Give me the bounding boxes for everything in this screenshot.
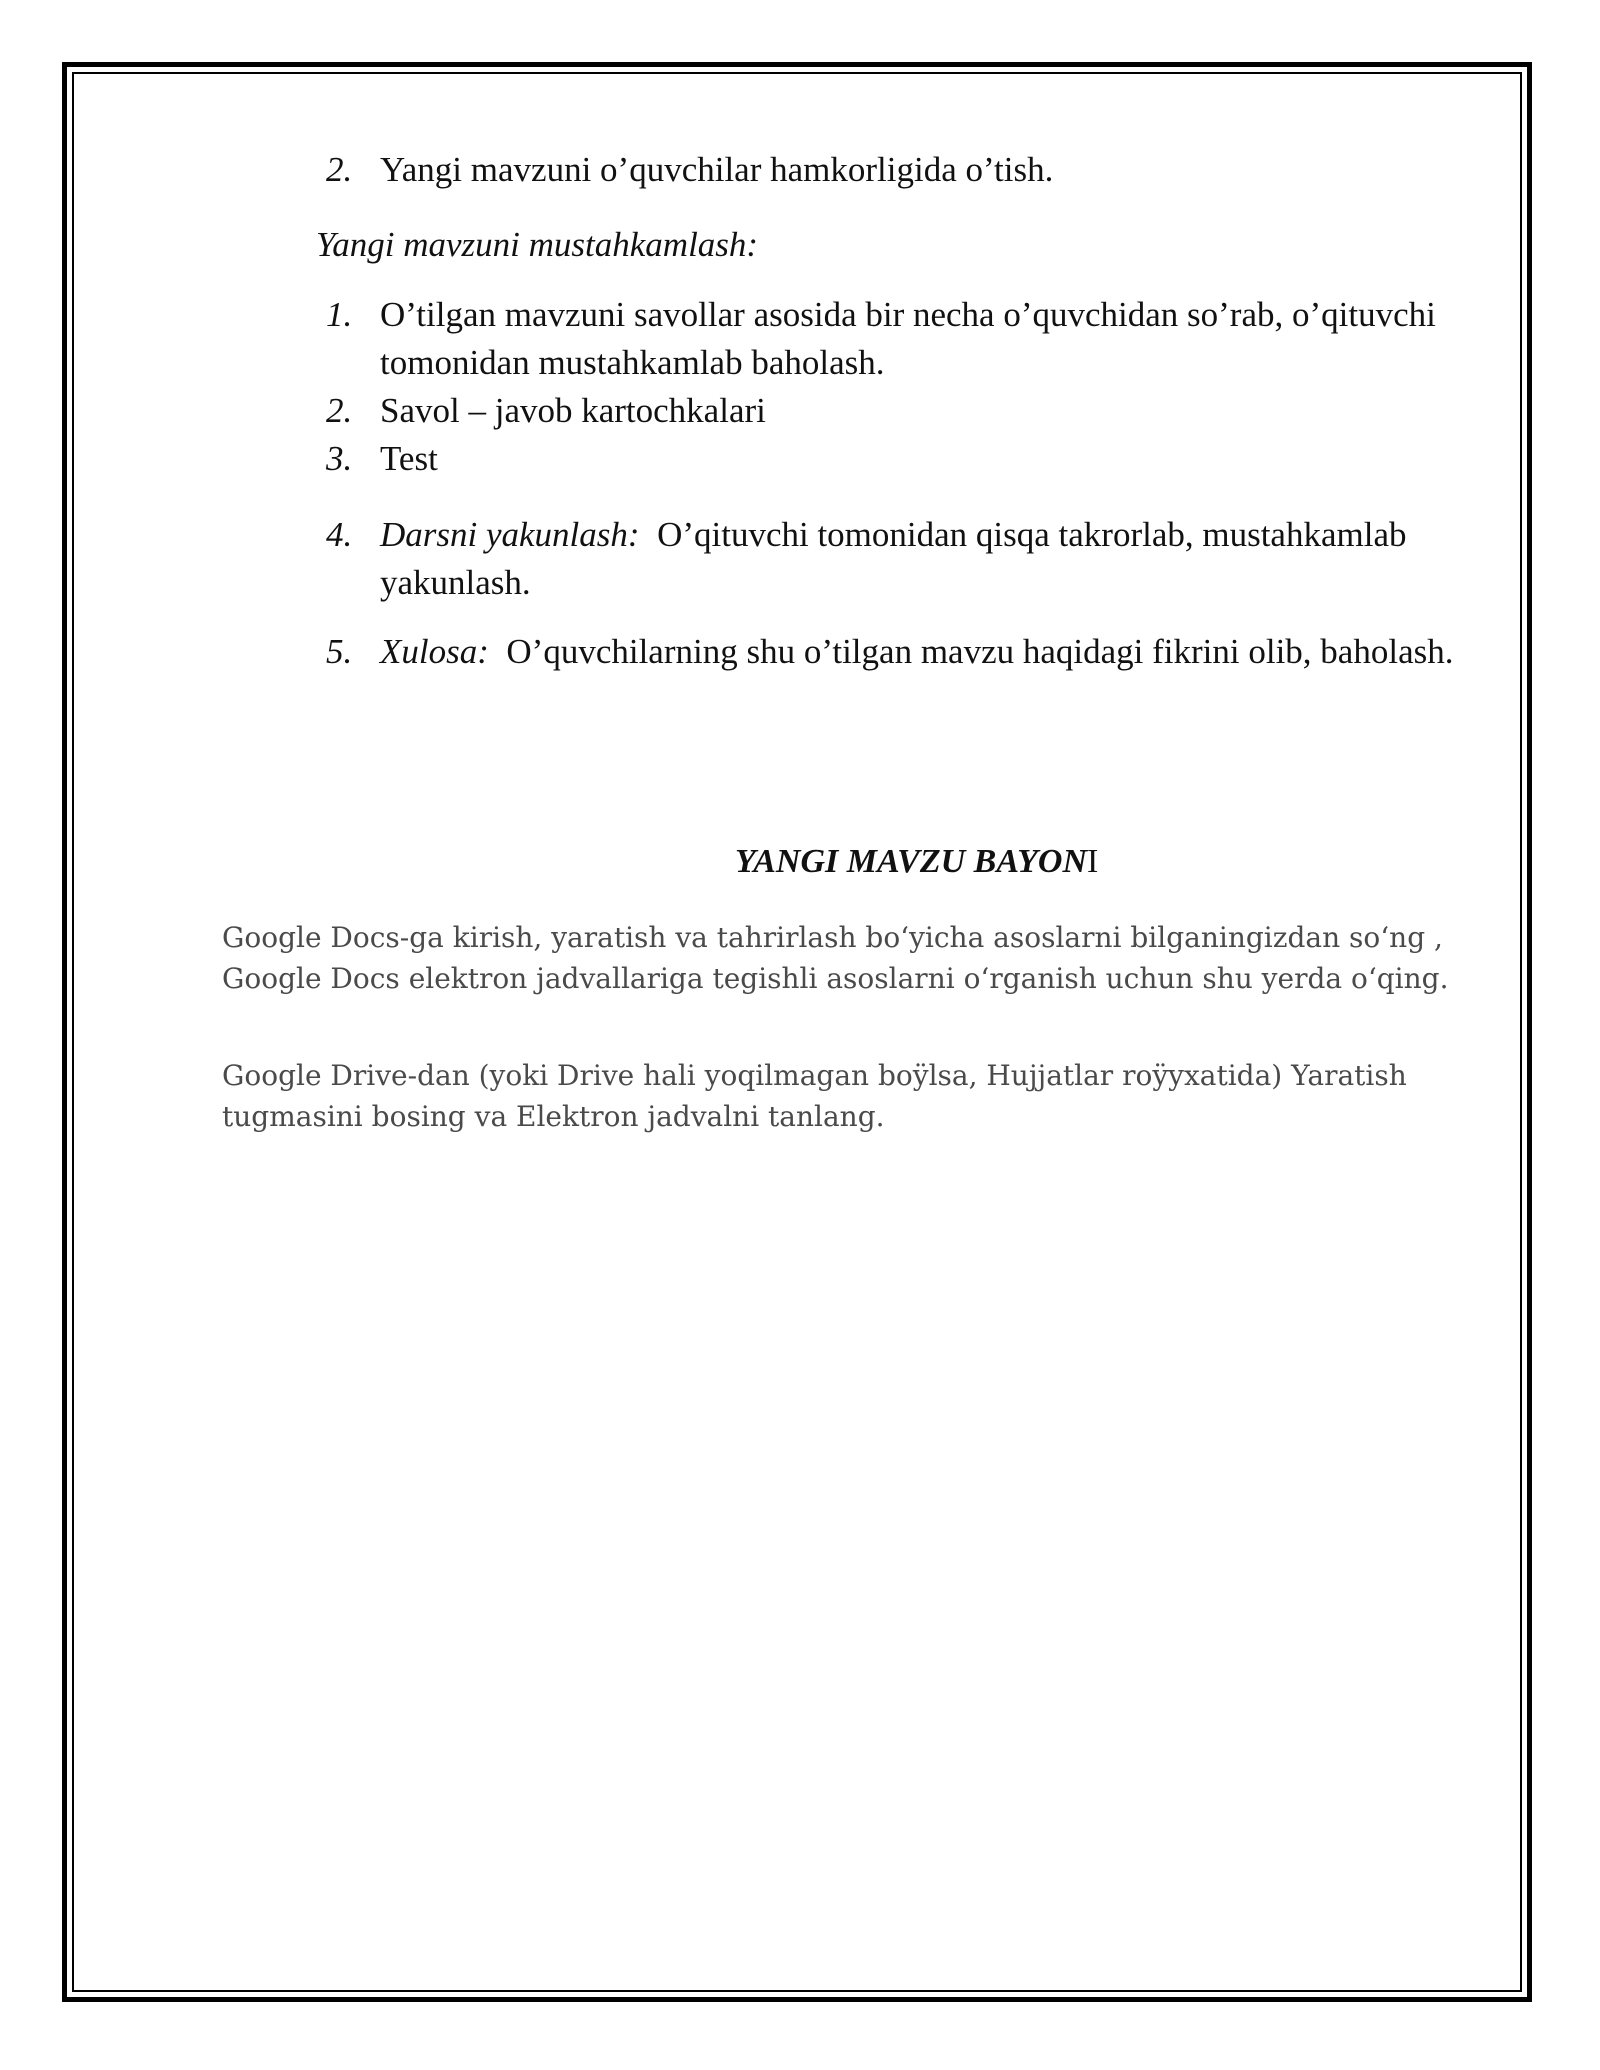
- heading-tail: I: [1087, 843, 1099, 880]
- list-item: [326, 387, 1506, 435]
- list-text: Yangi mavzuni o’quvchilar hamkorligida o’tish.: [380, 150, 1054, 189]
- list-number: 3.: [326, 439, 353, 478]
- list-item: [326, 435, 1506, 483]
- list-text-block: [380, 511, 1506, 607]
- list-item-label: Darsni yakunlash:: [380, 515, 640, 554]
- heading-bold: YANGI MAVZU BAYON: [735, 843, 1088, 880]
- list-number: 2.: [326, 391, 353, 430]
- list-number: 5.: [326, 632, 353, 671]
- paragraph: Google Docs-ga kirish, yaratish va tahrirlash bo‘yicha asoslarni bilganingizdan so‘ng , Google Docs elektron jadvallariga tegishli asoslarni o‘rganish uchun shu yerda o‘qing.: [222, 921, 1449, 995]
- list-item: [326, 628, 1506, 676]
- list-item-label: Xulosa:: [380, 632, 489, 671]
- section-heading: [735, 838, 1098, 886]
- section-subheading: Yangi mavzuni mustahkamlash:: [316, 225, 759, 264]
- paragraph: Google Drive-dan (yoki Drive hali yoqilmagan boÿlsa, Hujjatlar roÿyxatida) Yaratish tugmasini bosing va Elektron jadvalni tanlang.: [222, 1059, 1407, 1133]
- list-text: Test: [380, 439, 438, 478]
- list-text: O’tilgan mavzuni savollar asosida bir necha o’quvchidan so’rab, o’qituvchi tomonidan mustahkamlab baholash.: [380, 295, 1436, 382]
- list-text-block: [380, 628, 1506, 676]
- list-number: 4.: [326, 515, 353, 554]
- list-text: Savol – javob kartochkalari: [380, 391, 766, 430]
- list-number: 1.: [326, 295, 353, 334]
- list-text: O’qituvchi tomonidan qisqa takrorlab, mustahkamlab yakunlash.: [380, 515, 1407, 602]
- list-item: [326, 146, 1506, 194]
- list-text: O’quvchilarning shu o’tilgan mavzu haqidagi fikrini olib, baholash.: [506, 632, 1454, 671]
- list-item: [326, 511, 1506, 607]
- list-item: [326, 291, 1506, 387]
- list-number: 2.: [326, 150, 353, 189]
